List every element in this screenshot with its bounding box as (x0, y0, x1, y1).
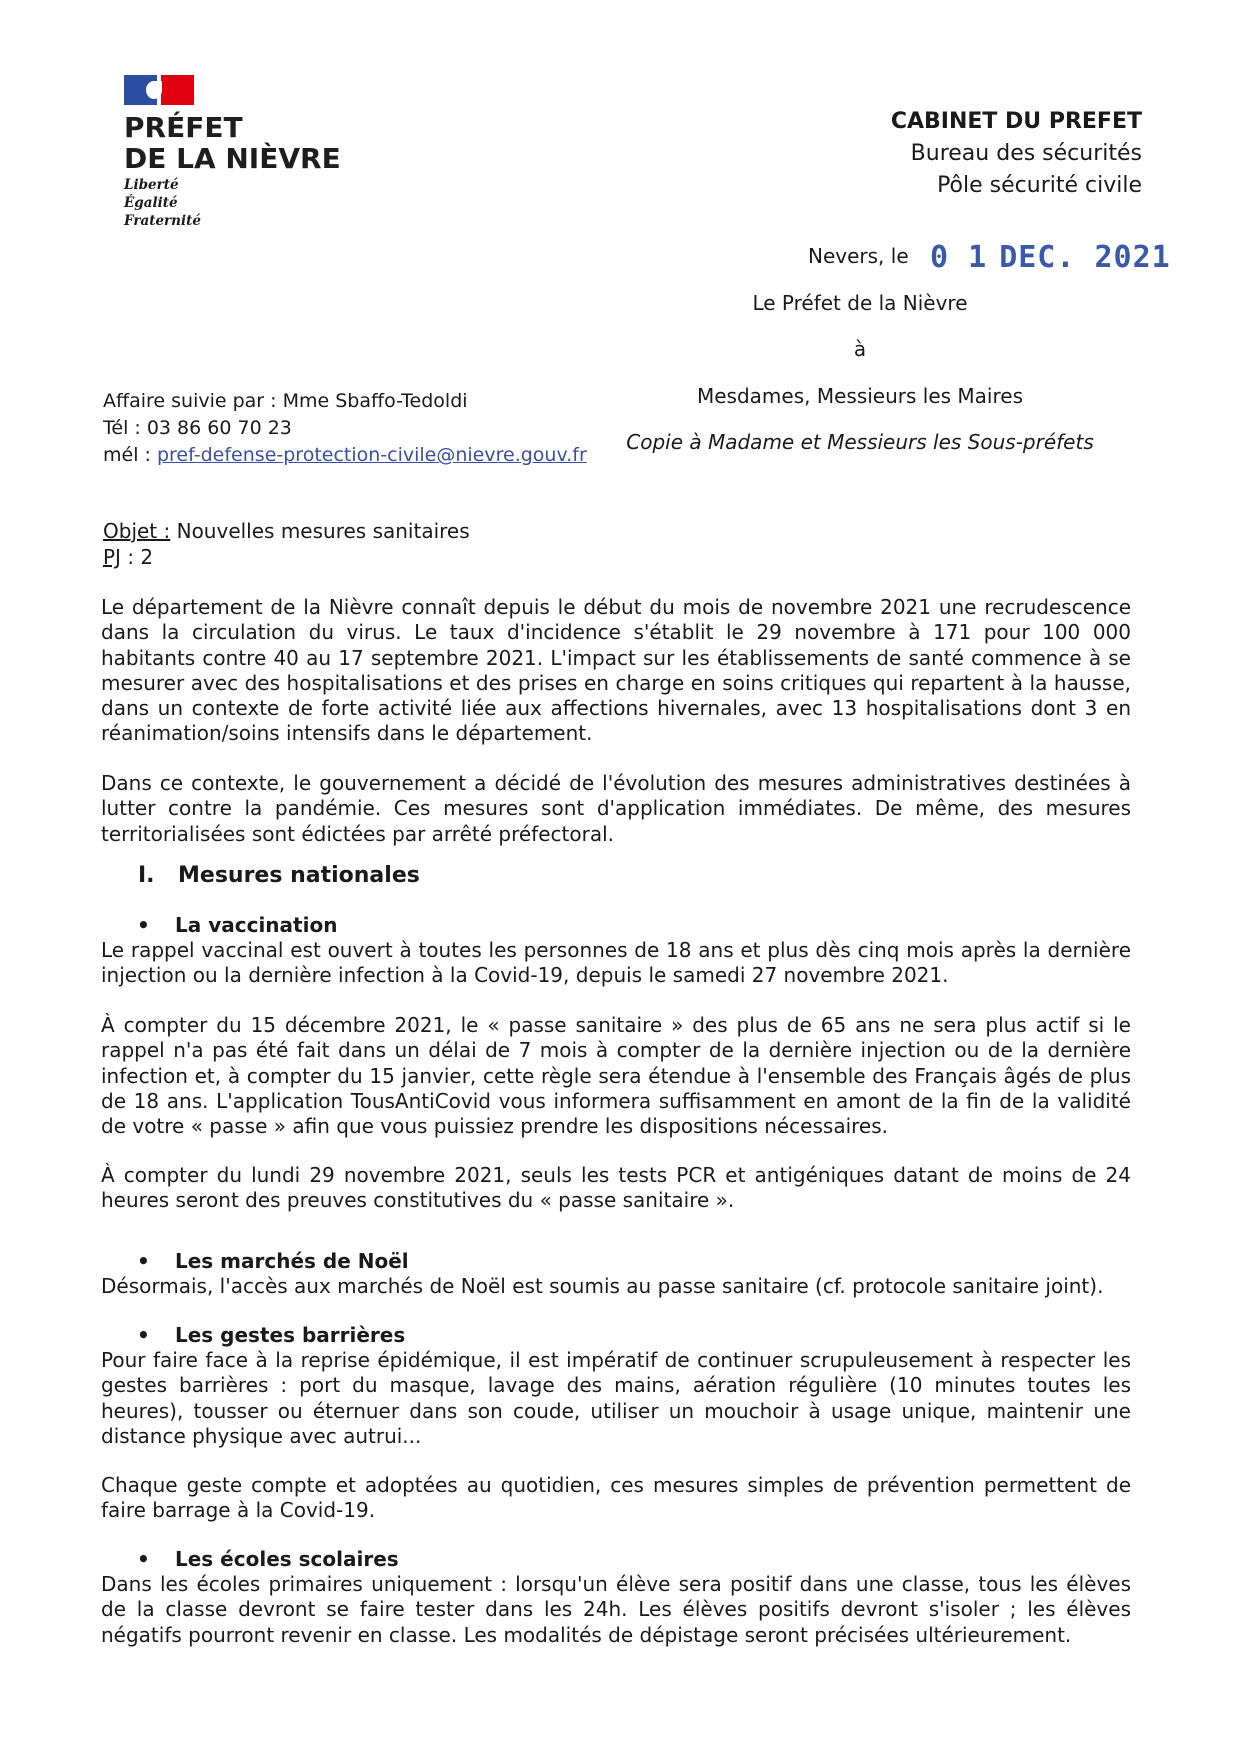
paragraph-measures: Dans ce contexte, le gouvernement a décidé de l'évolution des mesures administratives destinées à lutter contre la pandémie. Ces mesures sont d'application immédiates. De même, des mesures territorialisées sont édictées par arrêté préfectoral. (101, 771, 1131, 846)
paragraph-gestes-1: Pour faire face à la reprise épidémique, il est impératif de continuer scrupuleusement à respecter les gestes barrières : port du masque, lavage des mains, aération régulière (10 minutes toutes les heures), tousser ou éternuer dans son coude, utiliser un mouchoir à usage unique, maintenir une distance physique avec autrui... (101, 1348, 1131, 1448)
recipients-line: Mesdames, Messieurs les Maires (696, 384, 1023, 408)
copy-line: Copie à Madame et Messieurs les Sous-préfets (626, 430, 1094, 454)
paragraph-context: Le département de la Nièvre connaît depuis le début du mois de novembre 2021 une recrudescence dans la circulation du virus. Le taux d'incidence s'établit le 29 novembre à 171 pour 100 000 habitants contre 40 au 17 septembre 2021. L'impact sur les établissements de santé commence à se mesurer avec des hospitalisations et des prises en charge en soins critiques qui repartent à la hausse, dans un contexte de forte activité liée aux affections hivernales, avec 13 hospitalisations dont 3 en réanimation/soins intensifs dans le département. (101, 595, 1131, 746)
tel-row: Tél : 03 86 60 70 23 (103, 417, 292, 439)
flag-red-band (161, 75, 194, 105)
contact-block (103, 388, 587, 469)
marianne-icon (146, 81, 162, 99)
section-heading: I. Mesures nationales (138, 863, 420, 888)
republic-motto: Liberté Égalité Fraternité (124, 177, 201, 229)
pj-label: PJ (103, 545, 121, 569)
email-link[interactable]: pref-defense-protection-civile@nievre.gouv.fr (156, 444, 587, 466)
cabinet-header: CABINET DU PREFET Bureau des sécurités Pôle sécurité civile (890, 109, 1142, 198)
subheading-ecoles: • Les écoles scolaires (137, 1547, 399, 1571)
pj-value: : 2 (127, 545, 154, 569)
paragraph-noel: Désormais, l'accès aux marchés de Noël est soumis au passe sanitaire (cf. protocole sanitaire joint). (101, 1274, 1104, 1298)
objet-value: Nouvelles mesures sanitaires (176, 519, 470, 543)
subheading-vaccination: • La vaccination (137, 913, 338, 937)
paragraph-vaccination-2: À compter du 15 décembre 2021, le « passe sanitaire » des plus de 65 ans ne sera plus actif si le rappel n'a pas été fait dans un délai de 7 mois à compter de la dernière injection ou de la dernière infection et, à compter du 15 janvier, cette règle sera étendue à l'ensemble des Français âgés de plus de 18 ans. L'application TousAntiCovid vous informera suffisamment en amont de la fin de la validité de votre « passe » afin que vous puissiez prendre les dispositions nécessaires. (101, 1013, 1131, 1139)
to-line: à (853, 337, 867, 361)
objet-block (103, 518, 470, 570)
subheading-noel: • Les marchés de Noël (137, 1249, 409, 1273)
prefecture-name: PRÉFET DE LA NIÈVRE (124, 111, 341, 175)
paragraph-ecoles: Dans les écoles primaires uniquement : lorsqu'un élève sera positif dans une classe, tous les élèves de la classe devront se faire tester dans les 24h. Les élèves positifs devront s'isoler ; les élèves négatifs pourront revenir en classe. Les modalités de dépistage seront précisées ultérieurement. (101, 1572, 1131, 1647)
objet-label: Objet : (103, 519, 171, 543)
sender-line: Le Préfet de la Nièvre (752, 291, 968, 315)
date-stamp: 0 1 DEC. 2021 (930, 240, 1171, 275)
paragraph-vaccination-3: À compter du lundi 29 novembre 2021, seuls les tests PCR et antigéniques datant de moins de 24 heures seront des preuves constitutives du « passe sanitaire ». (101, 1163, 1131, 1213)
paragraph-vaccination-1: Le rappel vaccinal est ouvert à toutes les personnes de 18 ans et plus dès cinq mois après la dernière injection ou la dernière infection à la Covid-19, depuis le samedi 27 novembre 2021. (101, 938, 1131, 988)
mel-row: mél : pref-defense-protection-civile@nievre.gouv.fr (103, 444, 587, 466)
subheading-gestes: • Les gestes barrières (137, 1323, 406, 1347)
republic-flag-logo (124, 75, 194, 105)
date-prefix: Nevers, le (808, 244, 909, 268)
paragraph-gestes-2: Chaque geste compte et adoptées au quotidien, ces mesures simples de prévention permettent de faire barrage à la Covid-19. (101, 1473, 1131, 1523)
affaire-row: Affaire suivie par : Mme Sbaffo-Tedoldi (103, 390, 468, 412)
